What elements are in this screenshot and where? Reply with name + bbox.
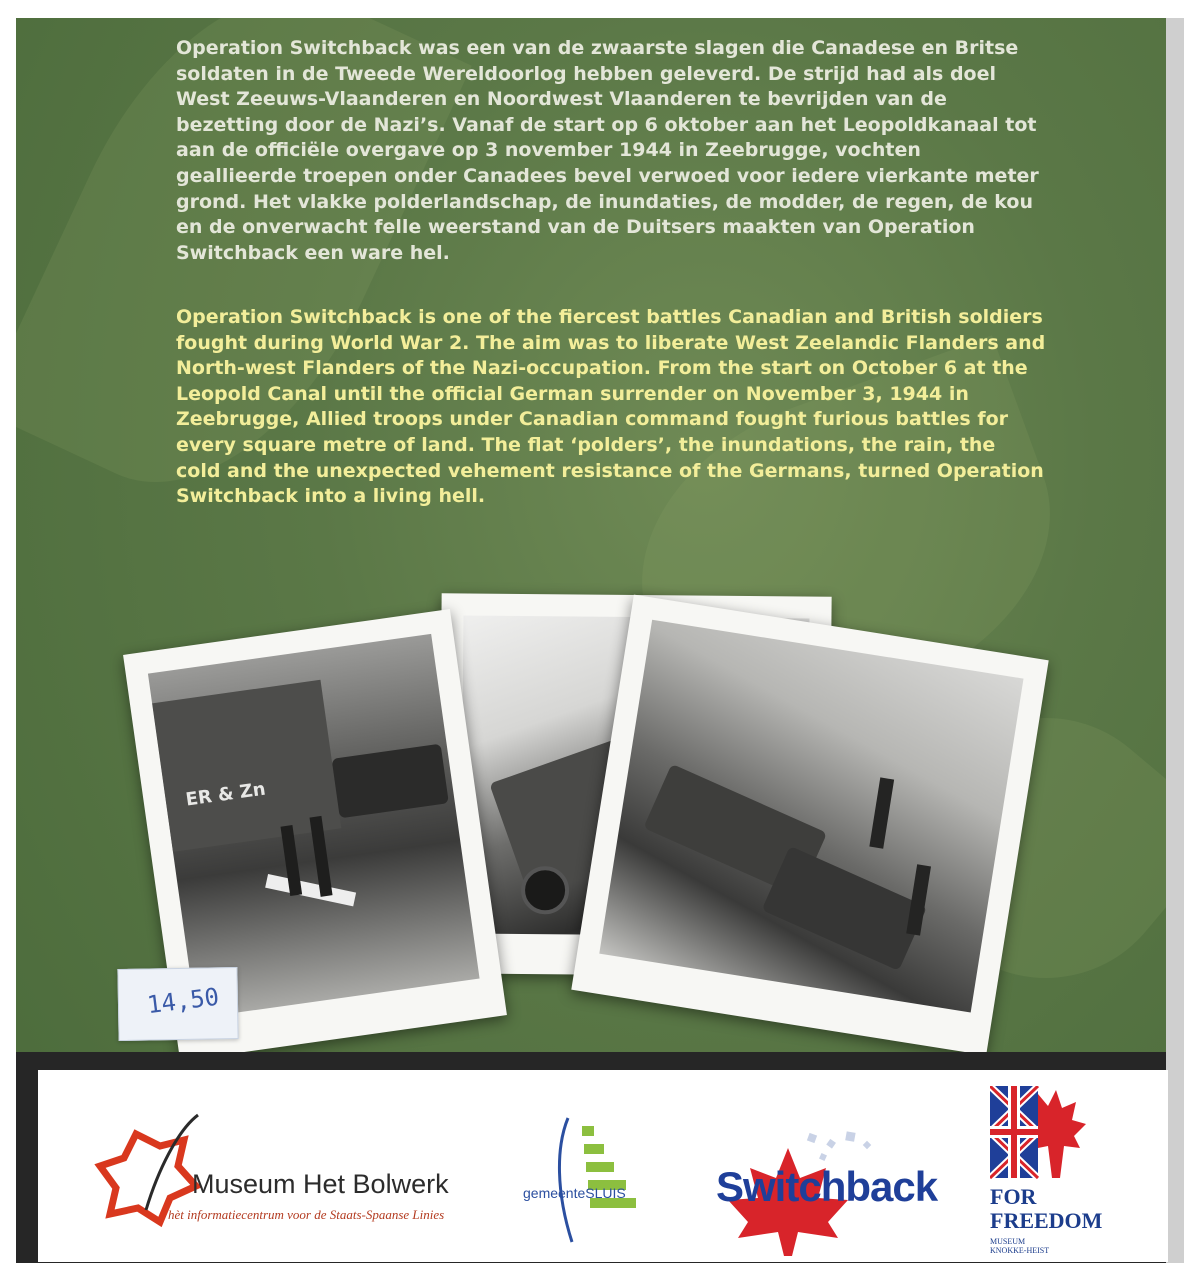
union-jack-maple-icon [990,1086,1086,1182]
shop-sign: ER & Zn [184,778,267,811]
english-paragraph: Operation Switchback is one of the fiercest battles Canadian and British soldiers fought during World War 2. The aim was to liberate West Zeelandic Flanders and North-west Flanders of the Nazi-occupation. From the start on October 6 at the Leopold Canal until the official German surrender on November 3, 1944 in Zeebrugge, Allied troops under Canadian command fought furious battles for every square metre of land. The flat ‘polders’, the inundations, the rain, the cold and the unexpected vehement resistance of the Germans, turned Operation Switchback into a living hell. [176,306,1046,508]
carrier-shape [762,846,928,971]
photo-bren-carriers [571,595,1048,1056]
sluis-label: gemeenteSLUIS [523,1185,626,1201]
for-freedom-subtitle: MUSEUM KNOKKE-HEIST [990,1237,1050,1255]
price-value: 14,50 [145,982,221,1020]
photo-image [145,634,480,1020]
photo-image [599,620,1023,1013]
page-edge [1166,18,1184,1263]
logo-strip [38,1070,1168,1262]
tank-shape [332,744,449,819]
switchback-logo-text: Switchback [716,1163,938,1210]
soldier-shape [869,777,894,848]
dutch-paragraph: Operation Switchback was een van de zwaarste slagen die Canadese en Britse soldaten in de Tweede Wereldoorlog hebben geleverd. De strijd had als doel West Zeeuws-Vlaanderen en Noordwest Vlaanderen te bevrijden van de bezetting door de Nazi’s. Vanaf de start op 6 oktober aan het Leopoldkanaal tot aan de officiële overgave op 3 november 1944 in Zeebrugge, vochten geallieerde troepen onder Canadees bevel verwoed voor iedere vierkante meter grond. Het vlakke polderlandschap, de inundaties, de modder, de regen, de kou en de onverwacht felle weerstand van de Duitsers maakten van Operation Switchback een ware hel. [176,37,1039,264]
for-freedom-title: FOR FREEDOM [990,1184,1103,1233]
street-sign [265,874,356,906]
price-sticker [117,967,238,1041]
wheel-shape [521,866,569,914]
bolwerk-title: Museum Het Bolwerk [192,1169,449,1199]
bolwerk-subtitle: hèt informatiecentrum voor de Staats-Spaanse Linies [168,1207,445,1222]
sluis-logo-icon [540,1112,650,1252]
